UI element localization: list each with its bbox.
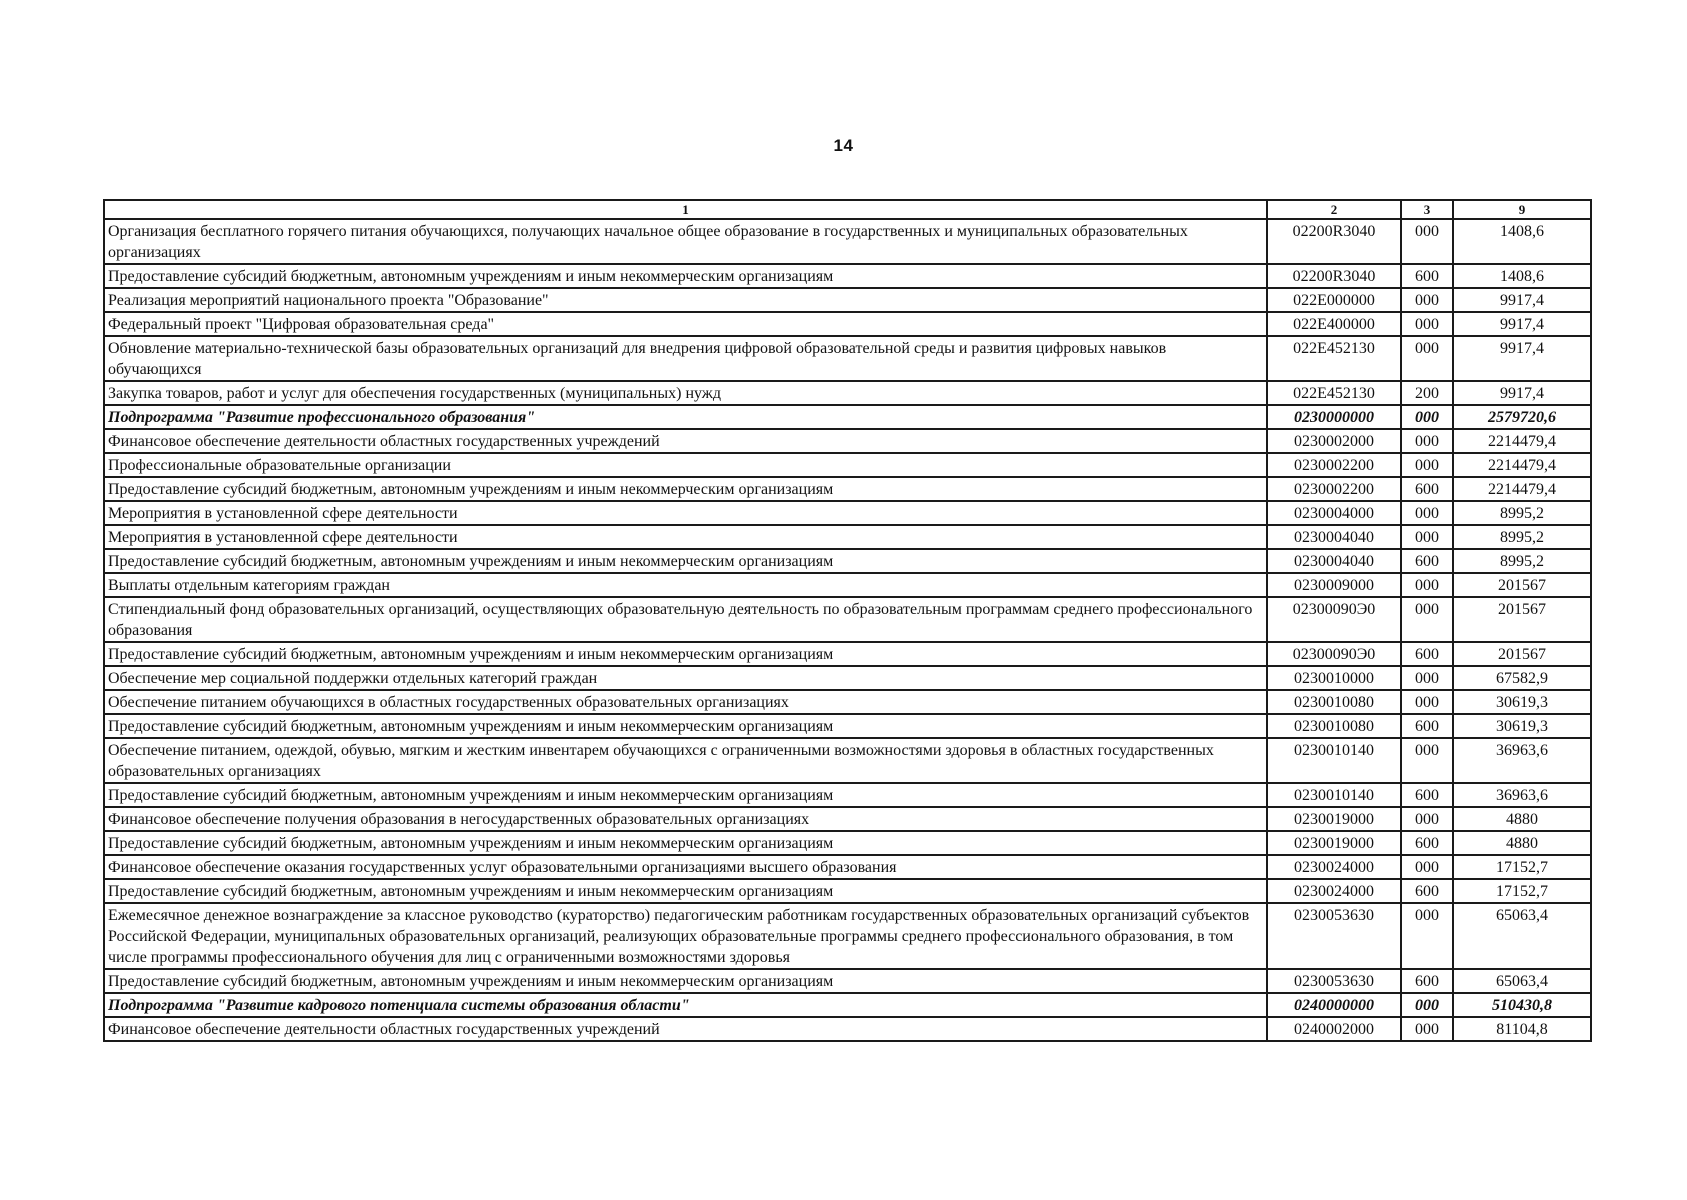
row-vr-cell: 000	[1401, 738, 1453, 783]
row-sum-cell: 9917,4	[1453, 312, 1591, 336]
row-code-cell: 0230009000	[1267, 573, 1401, 597]
row-name-cell: Предоставление субсидий бюджетным, автономным учреждениям и иным некоммерческим организациям	[104, 831, 1267, 855]
row-sum-cell: 8995,2	[1453, 525, 1591, 549]
row-vr-cell: 600	[1401, 969, 1453, 993]
row-code-cell: 0230019000	[1267, 807, 1401, 831]
row-code-cell: 0230010140	[1267, 738, 1401, 783]
row-name-cell: Финансовое обеспечение получения образования в негосударственных образовательных организациях	[104, 807, 1267, 831]
row-name-cell: Стипендиальный фонд образовательных организаций, осуществляющих образовательную деятельность по образовательным программам среднего профессионального образования	[104, 597, 1267, 642]
row-vr-cell: 600	[1401, 831, 1453, 855]
row-name-cell: Профессиональные образовательные организации	[104, 453, 1267, 477]
row-name-cell: Предоставление субсидий бюджетным, автономным учреждениям и иным некоммерческим организациям	[104, 642, 1267, 666]
row-code-cell: 022E452130	[1267, 381, 1401, 405]
row-vr-cell: 000	[1401, 993, 1453, 1017]
row-code-cell: 0240002000	[1267, 1017, 1401, 1041]
row-name-cell: Обновление материально-технической базы образовательных организаций для внедрения цифровой образовательной среды и развития цифровых навыков обучающихся	[104, 336, 1267, 381]
table-row	[104, 879, 1591, 903]
row-name-cell: Обеспечение мер социальной поддержки отдельных категорий граждан	[104, 666, 1267, 690]
row-code-cell: 022E000000	[1267, 288, 1401, 312]
row-vr-cell: 000	[1401, 666, 1453, 690]
row-vr-cell: 000	[1401, 690, 1453, 714]
row-code-cell: 022E452130	[1267, 336, 1401, 381]
row-code-cell: 0230053630	[1267, 903, 1401, 969]
row-name-cell: Организация бесплатного горячего питания обучающихся, получающих начальное общее образование в государственных и муниципальных образовательных организациях	[104, 219, 1267, 264]
row-name-cell: Закупка товаров, работ и услуг для обеспечения государственных (муниципальных) нужд	[104, 381, 1267, 405]
row-name-cell: Предоставление субсидий бюджетным, автономным учреждениям и иным некоммерческим организациям	[104, 714, 1267, 738]
row-sum-cell: 17152,7	[1453, 855, 1591, 879]
row-vr-cell: 000	[1401, 312, 1453, 336]
row-name-cell: Обеспечение питанием обучающихся в областных государственных образовательных организациях	[104, 690, 1267, 714]
row-vr-cell: 600	[1401, 879, 1453, 903]
row-code-cell: 0230019000	[1267, 831, 1401, 855]
row-vr-cell: 600	[1401, 549, 1453, 573]
row-sum-cell: 4880	[1453, 831, 1591, 855]
row-code-cell: 02300090Э0	[1267, 642, 1401, 666]
row-sum-cell: 1408,6	[1453, 219, 1591, 264]
table-row	[104, 642, 1591, 666]
row-code-cell: 02200R3040	[1267, 219, 1401, 264]
row-vr-cell: 600	[1401, 264, 1453, 288]
row-name-cell: Предоставление субсидий бюджетным, автономным учреждениям и иным некоммерческим организациям	[104, 477, 1267, 501]
row-name-cell: Предоставление субсидий бюджетным, автономным учреждениям и иным некоммерческим организациям	[104, 264, 1267, 288]
row-vr-cell: 600	[1401, 783, 1453, 807]
row-name-cell: Мероприятия в установленной сфере деятельности	[104, 525, 1267, 549]
table-header-row	[104, 200, 1591, 219]
row-name-cell: Обеспечение питанием, одеждой, обувью, мягким и жестким инвентарем обучающихся с ограниченными возможностями здоровья в областных государственных образовательных организациях	[104, 738, 1267, 783]
row-vr-cell: 000	[1401, 573, 1453, 597]
table-row	[104, 336, 1591, 381]
row-vr-cell: 000	[1401, 288, 1453, 312]
row-vr-cell: 000	[1401, 855, 1453, 879]
row-name-cell: Предоставление субсидий бюджетным, автономным учреждениям и иным некоммерческим организациям	[104, 783, 1267, 807]
row-vr-cell: 000	[1401, 903, 1453, 969]
row-code-cell: 0230002000	[1267, 429, 1401, 453]
row-name-cell: Предоставление субсидий бюджетным, автономным учреждениям и иным некоммерческим организациям	[104, 879, 1267, 903]
row-sum-cell: 201567	[1453, 642, 1591, 666]
row-code-cell: 0230010140	[1267, 783, 1401, 807]
row-vr-cell: 000	[1401, 525, 1453, 549]
row-name-cell: Финансовое обеспечение оказания государственных услуг образовательными организациями высшего образования	[104, 855, 1267, 879]
row-vr-cell: 000	[1401, 807, 1453, 831]
row-code-cell: 022E400000	[1267, 312, 1401, 336]
row-sum-cell: 2214479,4	[1453, 429, 1591, 453]
row-code-cell: 0230010080	[1267, 714, 1401, 738]
row-sum-cell: 67582,9	[1453, 666, 1591, 690]
row-name-cell: Подпрограмма "Развитие профессионального образования"	[104, 405, 1267, 429]
page-number: 14	[833, 136, 854, 155]
row-name-cell: Федеральный проект "Цифровая образовательная среда"	[104, 312, 1267, 336]
row-name-cell: Предоставление субсидий бюджетным, автономным учреждениям и иным некоммерческим организациям	[104, 549, 1267, 573]
table-row	[104, 969, 1591, 993]
row-sum-cell: 201567	[1453, 597, 1591, 642]
row-sum-cell: 81104,8	[1453, 1017, 1591, 1041]
table-row	[104, 405, 1591, 429]
row-code-cell: 0230024000	[1267, 855, 1401, 879]
table-row	[104, 783, 1591, 807]
row-code-cell: 0230004040	[1267, 549, 1401, 573]
row-name-cell: Финансовое обеспечение деятельности областных государственных учреждений	[104, 429, 1267, 453]
table-row	[104, 666, 1591, 690]
row-code-cell: 0230010080	[1267, 690, 1401, 714]
row-vr-cell: 000	[1401, 1017, 1453, 1041]
row-name-cell: Предоставление субсидий бюджетным, автономным учреждениям и иным некоммерческим организациям	[104, 969, 1267, 993]
row-code-cell: 0230053630	[1267, 969, 1401, 993]
table-row	[104, 501, 1591, 525]
budget-table	[103, 199, 1592, 1042]
row-vr-cell: 600	[1401, 714, 1453, 738]
table-row	[104, 993, 1591, 1017]
row-code-cell: 0230004040	[1267, 525, 1401, 549]
row-vr-cell: 000	[1401, 453, 1453, 477]
row-vr-cell: 000	[1401, 501, 1453, 525]
header-col-code: 2	[1267, 200, 1401, 219]
table-row	[104, 381, 1591, 405]
table-row	[104, 597, 1591, 642]
row-code-cell: 0230002200	[1267, 477, 1401, 501]
row-sum-cell: 30619,3	[1453, 690, 1591, 714]
table-row	[104, 1017, 1591, 1041]
row-code-cell: 0230010000	[1267, 666, 1401, 690]
row-vr-cell: 000	[1401, 597, 1453, 642]
table-row	[104, 525, 1591, 549]
row-sum-cell: 4880	[1453, 807, 1591, 831]
row-sum-cell: 17152,7	[1453, 879, 1591, 903]
row-sum-cell: 2214479,4	[1453, 453, 1591, 477]
table-row	[104, 807, 1591, 831]
table-row	[104, 477, 1591, 501]
row-vr-cell: 000	[1401, 405, 1453, 429]
row-code-cell: 02200R3040	[1267, 264, 1401, 288]
header-col-vr: 3	[1401, 200, 1453, 219]
table-row	[104, 573, 1591, 597]
row-sum-cell: 510430,8	[1453, 993, 1591, 1017]
row-sum-cell: 9917,4	[1453, 381, 1591, 405]
row-sum-cell: 2214479,4	[1453, 477, 1591, 501]
table-row	[104, 264, 1591, 288]
row-sum-cell: 1408,6	[1453, 264, 1591, 288]
row-code-cell: 0240000000	[1267, 993, 1401, 1017]
row-sum-cell: 9917,4	[1453, 336, 1591, 381]
row-sum-cell: 201567	[1453, 573, 1591, 597]
table-row	[104, 549, 1591, 573]
row-vr-cell: 600	[1401, 642, 1453, 666]
row-code-cell: 0230004000	[1267, 501, 1401, 525]
row-sum-cell: 30619,3	[1453, 714, 1591, 738]
table-row	[104, 831, 1591, 855]
table-row	[104, 903, 1591, 969]
table-row	[104, 714, 1591, 738]
row-name-cell: Реализация мероприятий национального проекта "Образование"	[104, 288, 1267, 312]
row-vr-cell: 600	[1401, 477, 1453, 501]
row-vr-cell: 000	[1401, 429, 1453, 453]
row-name-cell: Мероприятия в установленной сфере деятельности	[104, 501, 1267, 525]
header-col-name: 1	[104, 200, 1267, 219]
table-row	[104, 738, 1591, 783]
table-row	[104, 288, 1591, 312]
row-code-cell: 0230000000	[1267, 405, 1401, 429]
row-sum-cell: 2579720,6	[1453, 405, 1591, 429]
row-vr-cell: 000	[1401, 219, 1453, 264]
row-name-cell: Ежемесячное денежное вознаграждение за классное руководство (кураторство) педагогическим работникам государственных образовательных организаций субъектов Российской Федерации, муниципальных образовательных организаций, реализующих образовательные программы среднего профессионального образования, в том числе программы профессионального обучения для лиц с ограниченными возможностями здоровья	[104, 903, 1267, 969]
row-sum-cell: 9917,4	[1453, 288, 1591, 312]
table-body	[104, 219, 1591, 1041]
row-vr-cell: 200	[1401, 381, 1453, 405]
row-code-cell: 02300090Э0	[1267, 597, 1401, 642]
table-row	[104, 312, 1591, 336]
row-sum-cell: 65063,4	[1453, 969, 1591, 993]
header-col-sum: 9	[1453, 200, 1591, 219]
row-sum-cell: 36963,6	[1453, 783, 1591, 807]
table-row	[104, 429, 1591, 453]
row-name-cell: Подпрограмма "Развитие кадрового потенциала системы образования области"	[104, 993, 1267, 1017]
row-sum-cell: 8995,2	[1453, 501, 1591, 525]
table-row	[104, 690, 1591, 714]
row-name-cell: Выплаты отдельным категориям граждан	[104, 573, 1267, 597]
row-sum-cell: 8995,2	[1453, 549, 1591, 573]
row-vr-cell: 000	[1401, 336, 1453, 381]
row-code-cell: 0230002200	[1267, 453, 1401, 477]
row-code-cell: 0230024000	[1267, 879, 1401, 903]
row-sum-cell: 36963,6	[1453, 738, 1591, 783]
table-row	[104, 219, 1591, 264]
table-row	[104, 855, 1591, 879]
row-sum-cell: 65063,4	[1453, 903, 1591, 969]
table-row	[104, 453, 1591, 477]
row-name-cell: Финансовое обеспечение деятельности областных государственных учреждений	[104, 1017, 1267, 1041]
